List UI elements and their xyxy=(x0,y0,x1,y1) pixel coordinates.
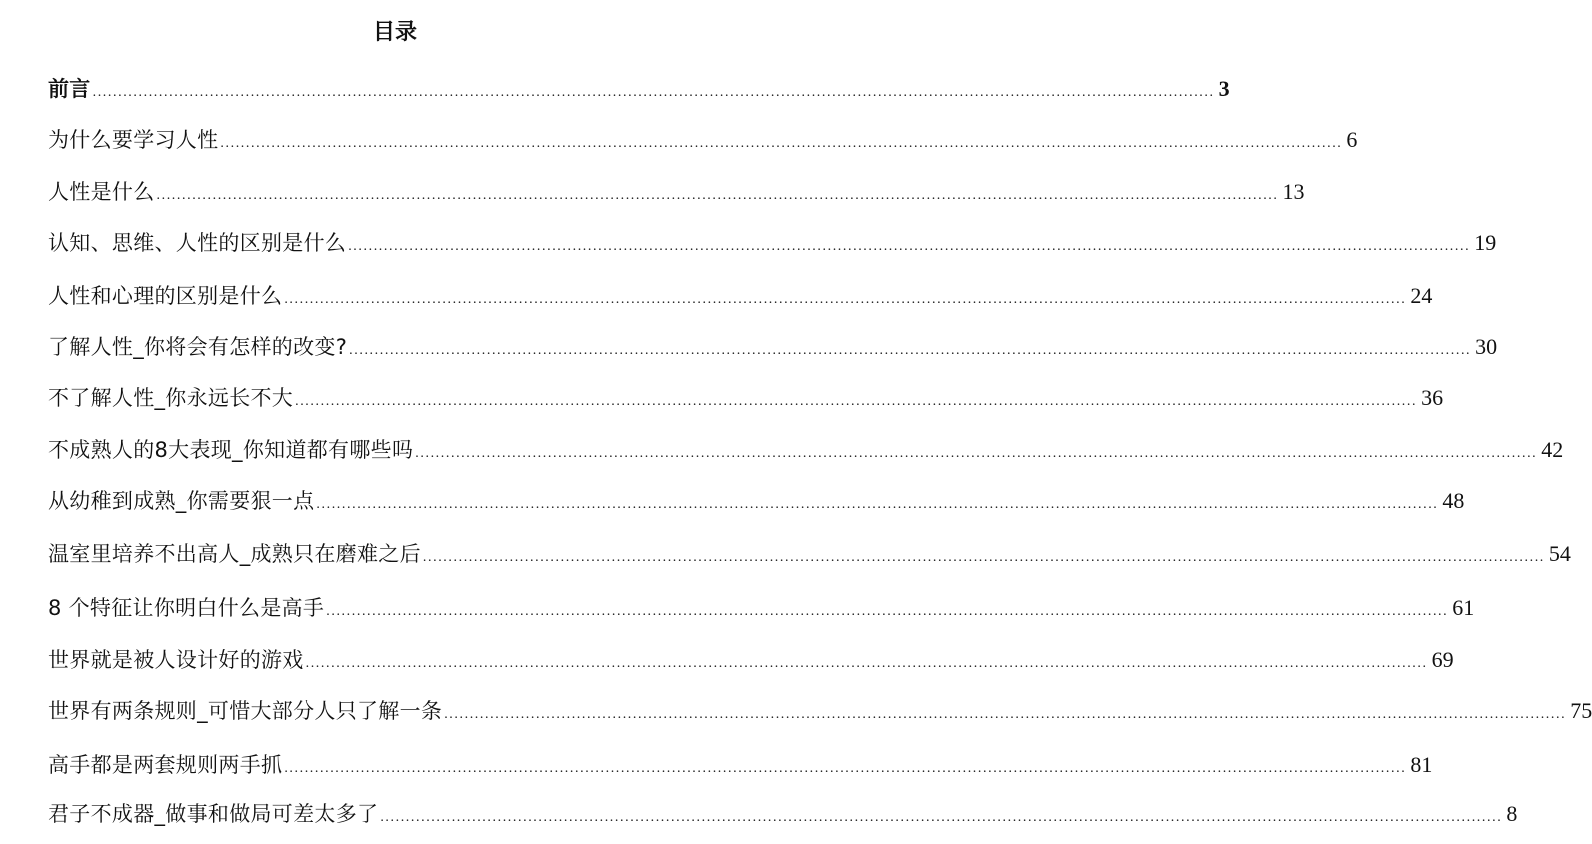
dot-leader: ............................................................................................................................................................................................................................ xyxy=(295,394,1418,409)
toc-entry[interactable] xyxy=(48,175,1305,209)
toc-entry-page: 8 xyxy=(1506,801,1518,826)
toc-entry-page: 6 xyxy=(1346,127,1358,152)
toc-entry[interactable] xyxy=(48,279,1433,313)
toc-entry[interactable] xyxy=(48,484,1465,518)
toc-entry[interactable] xyxy=(48,226,1497,260)
toc-entry-page: 54 xyxy=(1548,541,1571,566)
dot-leader: ............................................................................................................................................................................................................................ xyxy=(422,550,1545,565)
dot-leader: ............................................................................................................................................................................................................................ xyxy=(349,343,1472,358)
toc-entry-page: 24 xyxy=(1410,283,1433,308)
toc-entry-label: 世界有两条规则_可惜大部分人只了解一条 xyxy=(48,699,443,723)
toc-entry-label: 8 个特征让你明白什么是高手 xyxy=(48,596,325,620)
toc-entry-page: 69 xyxy=(1431,647,1454,672)
toc-entry[interactable] xyxy=(48,694,1592,728)
toc-entry-label: 从幼稚到成熟_你需要狠一点 xyxy=(48,489,315,513)
toc-entry[interactable] xyxy=(48,330,1498,364)
toc-entry-page: 81 xyxy=(1410,752,1433,777)
dot-leader: ............................................................................................................................................................................................................................ xyxy=(156,188,1279,203)
toc-entry[interactable] xyxy=(48,797,1518,831)
toc-entry-label: 温室里培养不出高人_成熟只在磨难之后 xyxy=(48,542,421,566)
toc-entry[interactable] xyxy=(48,433,1564,467)
toc-entry[interactable] xyxy=(48,537,1571,571)
dot-leader: ............................................................................................................................................................................................................................ xyxy=(415,446,1538,461)
toc-entry[interactable] xyxy=(48,72,1230,106)
toc-entry-label: 人性和心理的区别是什么 xyxy=(48,284,283,308)
dot-leader: ............................................................................................................................................................................................................................ xyxy=(316,497,1439,512)
page-title: 目录 xyxy=(372,20,417,45)
dot-leader: ............................................................................................................................................................................................................................ xyxy=(348,239,1471,254)
toc-entry-label: 不成熟人的8大表现_你知道都有哪些吗 xyxy=(48,438,414,462)
toc-entry-label: 认知、思维、人性的区别是什么 xyxy=(48,231,347,255)
dot-leader: ............................................................................................................................................................................................................................ xyxy=(284,761,1407,776)
toc-entry-page: 75 xyxy=(1570,698,1592,723)
dot-leader: ............................................................................................................................................................................................................................ xyxy=(220,136,1343,151)
toc-entry-label: 高手都是两套规则两手抓 xyxy=(48,753,283,777)
dot-leader: ............................................................................................................................................................................................................................ xyxy=(284,292,1407,307)
toc-entry[interactable] xyxy=(48,748,1433,782)
toc-entry-page: 36 xyxy=(1421,385,1444,410)
toc-entry-label: 世界就是被人设计好的游戏 xyxy=(48,648,304,672)
toc-entry[interactable] xyxy=(48,123,1358,157)
toc-entry-page: 42 xyxy=(1541,437,1564,462)
dot-leader: ............................................................................................................................................................................................................................ xyxy=(92,85,1215,100)
dot-leader: ............................................................................................................................................................................................................................ xyxy=(326,604,1449,619)
toc-entry[interactable] xyxy=(48,381,1444,415)
toc-entry-page: 13 xyxy=(1282,179,1305,204)
toc-entry-page: 48 xyxy=(1442,488,1465,513)
dot-leader: ............................................................................................................................................................................................................................ xyxy=(305,656,1428,671)
toc-entry-page: 3 xyxy=(1218,76,1230,101)
toc-entry-label: 不了解人性_你永远长不大 xyxy=(48,386,294,410)
dot-leader: ............................................................................................................................................................................................................................ xyxy=(444,707,1567,722)
toc-entry[interactable] xyxy=(48,643,1454,677)
toc-entry-label: 君子不成器_做事和做局可差太多了 xyxy=(48,802,379,826)
toc-entry[interactable] xyxy=(48,591,1475,625)
toc-entry-label: 为什么要学习人性 xyxy=(48,128,219,152)
dot-leader: ............................................................................................................................................................................................................................ xyxy=(380,810,1503,825)
toc-entry-label: 人性是什么 xyxy=(48,180,155,204)
toc-entry-page: 30 xyxy=(1475,334,1498,359)
toc-entry-page: 19 xyxy=(1474,230,1497,255)
toc-entry-label: 前言 xyxy=(48,77,91,101)
toc-entry-page: 61 xyxy=(1452,595,1475,620)
toc-entry-label: 了解人性_你将会有怎样的改变? xyxy=(48,335,348,359)
